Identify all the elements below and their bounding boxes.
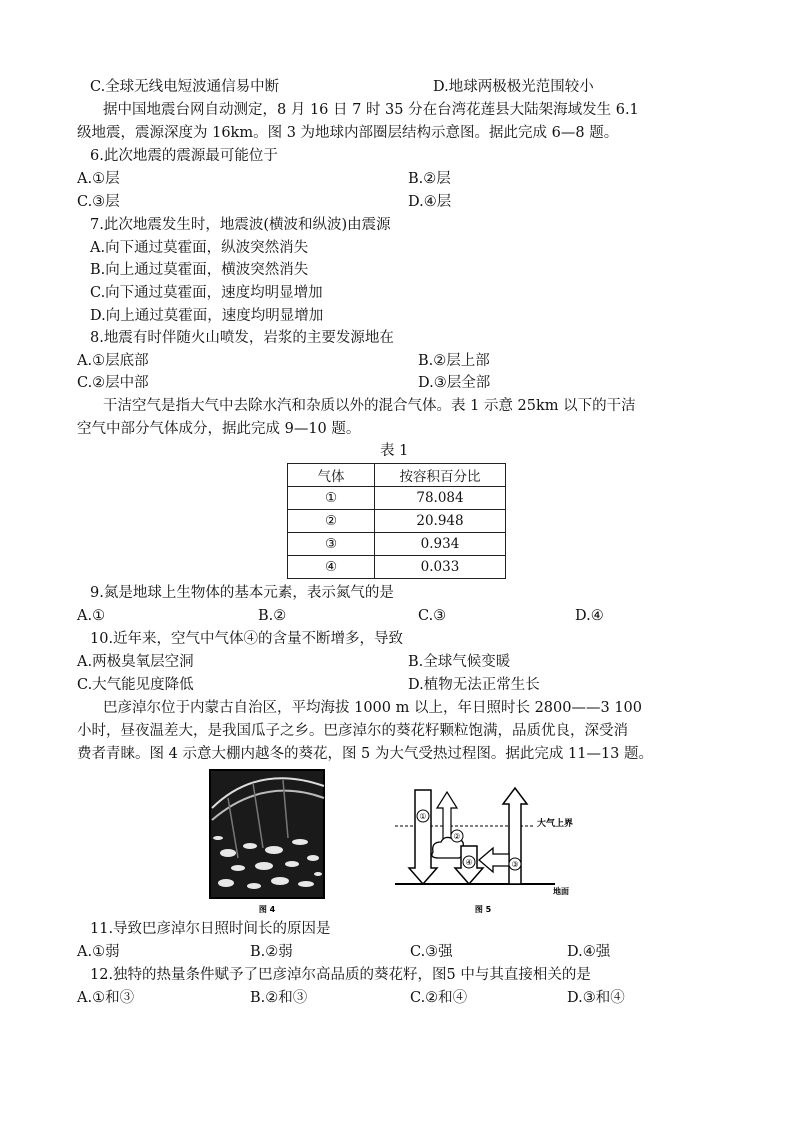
arrow-2-label: ② (453, 832, 461, 841)
figure-4-caption: 图 4 (258, 905, 276, 914)
q7-stem: 7.此次地震发生时，地震波(横波和纵波)由震源 (90, 217, 391, 233)
q6-stem: 6.此次地震的震源最可能位于 (90, 148, 278, 164)
q10-option-d: D.植物无法正常生长 (408, 677, 540, 693)
q10-option-c: C.大气能见度降低 (77, 677, 194, 693)
table-row (288, 510, 506, 533)
q7-option-d: D.向上通过莫霍面，速度均明显增加 (90, 308, 324, 324)
q5-option-c: C.全球无线电短波通信易中断 (90, 79, 280, 95)
q7-option-c: C.向下通过莫霍面，速度均明显增加 (90, 285, 323, 301)
q10-option-a: A.两极臭氧层空洞 (77, 654, 194, 670)
q12-option-b: B.②和③ (250, 990, 308, 1006)
q8-option-c: C.②层中部 (77, 375, 149, 391)
q9-stem: 9.氮是地球上生物体的基本元素，表示氮气的是 (90, 585, 394, 601)
q9-option-b: B.② (258, 608, 287, 624)
table-cell: ④ (288, 556, 375, 579)
q10-stem: 10.近年来，空气中气体④的含量不断增多，导致 (90, 631, 404, 647)
arrow-1-label: ① (419, 812, 427, 821)
ground-label: 地面 (553, 887, 569, 896)
q6-option-c: C.③层 (77, 194, 120, 210)
q9-option-a: A.① (77, 608, 106, 624)
q12-option-d: D.③和④ (567, 990, 625, 1006)
figure-4-greenhouse-photo (208, 768, 326, 916)
table-cell: ② (288, 510, 375, 533)
atmosphere-top-label: 大气上界 (537, 819, 574, 829)
table-cell: ① (288, 487, 375, 510)
q9-option-c: C.③ (418, 608, 447, 624)
passage-bayannur-line2: 小时，昼夜温差大，是我国瓜子之乡。巴彦淖尔的葵花籽颗粒饱满，品质优良，深受消 (77, 723, 628, 739)
q12-option-a: A.①和③ (77, 990, 135, 1006)
table-cell: 0.033 (375, 556, 506, 579)
arrow-4-label: ④ (465, 858, 473, 867)
arrow-1-solar-radiation (409, 790, 437, 884)
q6-option-a: A.①层 (77, 171, 120, 187)
q12-stem: 12.独特的热量条件赋予了巴彦淖尔高品质的葵花籽，图5 中与其直接相关的是 (90, 967, 591, 983)
q11-option-d: D.④强 (567, 944, 611, 960)
q12-option-c: C.②和④ (410, 990, 468, 1006)
passage-air-line2: 空气中部分气体成分，据此完成 9—10 题。 (77, 421, 361, 437)
q6-option-d: D.④层 (408, 194, 452, 210)
table-header-row (288, 464, 506, 487)
q8-option-a: A.①层底部 (77, 353, 149, 369)
q7-option-a: A.向下通过莫霍面，纵波突然消失 (90, 240, 309, 256)
passage-earthquake-line2: 级地震，震源深度为 16km。图 3 为地球内部圈层结构示意图。据此完成 6—8 题。 (77, 125, 619, 141)
q11-stem: 11.导致巴彦淖尔日照时间长的原因是 (90, 921, 331, 937)
table-header-cell: 气体 (288, 464, 375, 487)
table-caption: 表 1 (380, 443, 409, 459)
passage-bayannur-line1: 巴彦淖尔位于内蒙古自治区，平均海拔 1000 m 以上，年日照时长 2800——3 100 (103, 700, 642, 716)
gas-composition-table (287, 463, 506, 579)
q6-option-b: B.②层 (408, 171, 451, 187)
q11-option-b: B.②弱 (250, 944, 293, 960)
table-row (288, 533, 506, 556)
q8-stem: 8.地震有时伴随火山喷发，岩浆的主要发源地在 (90, 330, 394, 346)
table-cell: ③ (288, 533, 375, 556)
table-cell: 78.084 (375, 487, 506, 510)
table-cell: 0.934 (375, 533, 506, 556)
q5-option-d: D.地球两极极光范围较小 (433, 79, 594, 95)
figure-5-atmosphere-heating-diagram (385, 768, 585, 918)
q9-option-d: D.④ (575, 608, 604, 624)
q8-option-d: D.③层全部 (418, 375, 491, 391)
q10-option-b: B.全球气候变暖 (408, 654, 511, 670)
arrow-3-label: ③ (511, 860, 519, 869)
q11-option-c: C.③强 (410, 944, 453, 960)
q7-option-b: B.向上通过莫霍面，横波突然消失 (90, 262, 309, 278)
figure-5-caption: 图 5 (474, 905, 492, 914)
table-cell: 20.948 (375, 510, 506, 533)
q8-option-b: B.②层上部 (418, 353, 490, 369)
table-header-cell: 按容积百分比 (375, 464, 506, 487)
passage-bayannur-line3: 费者青睐。图 4 示意大棚内越冬的葵花，图 5 为大气受热过程图。据此完成 11—13 题。 (77, 746, 654, 762)
table-row (288, 556, 506, 579)
passage-air-line1: 干洁空气是指大气中去除水汽和杂质以外的混合气体。表 1 示意 25km 以下的干洁 (103, 398, 636, 414)
q11-option-a: A.①弱 (77, 944, 120, 960)
table-row (288, 487, 506, 510)
passage-earthquake-line1: 据中国地震台网自动测定，8 月 16 日 7 时 35 分在台湾花莲县大陆架海域发生 6.1 (103, 102, 639, 118)
